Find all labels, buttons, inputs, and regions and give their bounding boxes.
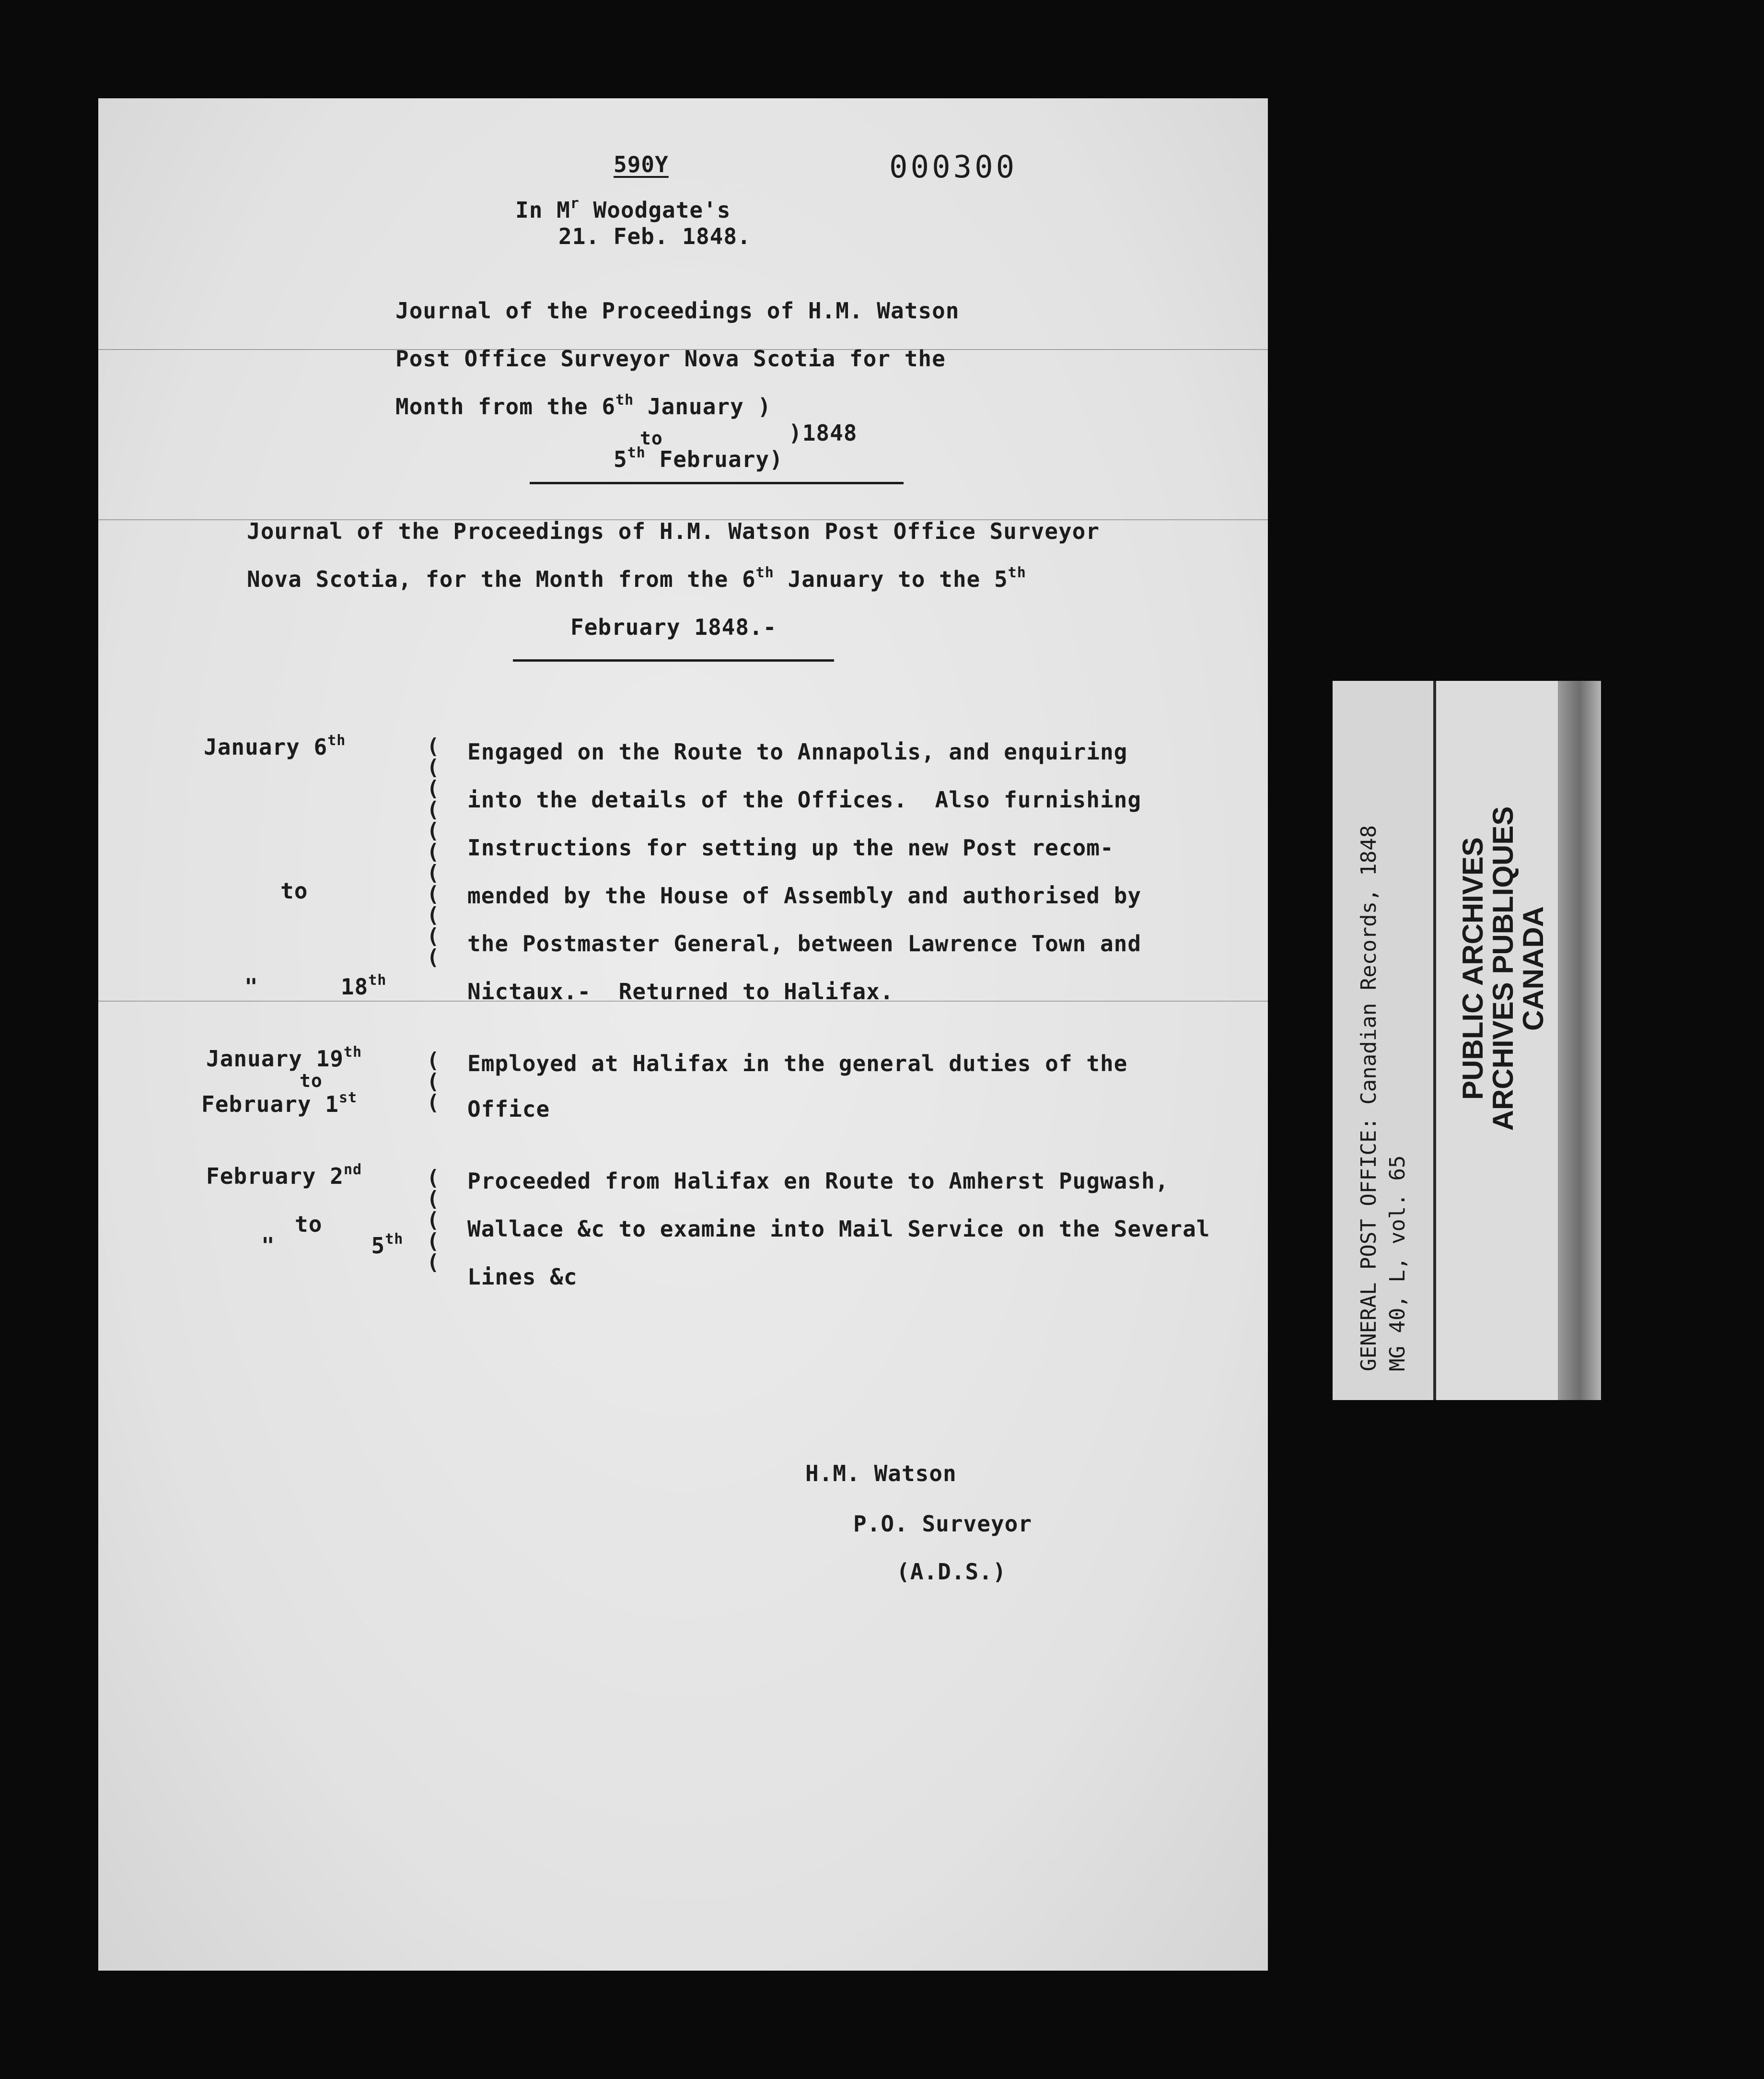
title-line-5: 5th February) [614,444,783,472]
entry-1-brackets: ( ( ( ( ( ( ( ( ( ( ( [427,734,440,969]
archive-label [1333,681,1601,1400]
entry-1-line-6: Nictaux.- Returned to Halifax. [467,979,894,1004]
entry-1-line-4: mended by the House of Assembly and authorised by [467,883,1142,909]
entry-2-brackets: ( ( ( [427,1048,440,1115]
entry-3-date-to: to [295,1211,323,1237]
entry-2-date-start: January 19th [206,1044,362,1072]
document-page [98,98,1268,1971]
subtitle-line-3: February 1848.- [570,614,777,640]
title-line-1: Journal of the Proceedings of H.M. Watson [395,298,960,324]
entry-3-brackets: ( ( ( ( ( [427,1166,440,1274]
entry-2-line-1: Employed at Halifax in the general duties of the [467,1051,1128,1076]
note-line-2: 21. Feb. 1848. [558,223,751,249]
entry-3-line-1: Proceeded from Halifax en Route to Amherst Pugwash, [467,1168,1169,1194]
entry-3-line-3: Lines &c [467,1264,578,1290]
entry-3-date-start: February 2nd [206,1161,362,1189]
title-line-3: Month from the 6th January ) [395,392,772,420]
file-number: 590Y [614,152,669,177]
title-line-4-year: )1848 [789,420,858,446]
series-line-2: MG 40, L, vol. 65 [1385,1155,1410,1371]
signature-note: (A.D.S.) [896,1559,1007,1585]
entry-3-date-end: " 5th [261,1231,404,1259]
stamp-number: 000300 [889,150,1018,185]
entry-1-line-2: into the details of the Offices. Also furnishing [467,787,1142,813]
entry-1-line-3: Instructions for setting up the new Post recom- [467,835,1114,861]
title-line-4-to: to [640,428,663,449]
scan-line [98,1001,1268,1002]
scan-line [98,349,1268,350]
signature-name: H.M. Watson [805,1460,957,1486]
label-band [1558,681,1601,1400]
signature-title: P.O. Surveyor [853,1511,1033,1537]
subtitle-rule [513,659,834,662]
subtitle-line-2: Nova Scotia, for the Month from the 6th January to the 5th [247,564,1026,592]
scan-line [98,519,1268,520]
archive-stamp: PUBLIC ARCHIVES ARCHIVES PUBLIQUES CANADA [1457,806,1549,1131]
series-label-strip [1333,681,1436,1400]
entry-2-line-2: Office [467,1096,550,1122]
entry-1-date-start: January 6th [204,732,346,760]
title-rule [530,482,904,484]
entry-1-date-end: " 18th [244,972,387,1000]
entry-1-line-5: the Postmaster General, between Lawrence Town and [467,931,1142,957]
title-line-2: Post Office Surveyor Nova Scotia for the [395,346,946,372]
series-line-1: GENERAL POST OFFICE: Canadian Records, 1848 [1357,825,1381,1371]
entry-1-date-to: to [280,878,308,904]
entry-2-date-to: to [300,1070,323,1091]
entry-2-date-end: February 1st [201,1089,358,1117]
note-line-1: In $M^r$ Woodgate's [515,195,731,223]
entry-3-line-2: Wallace &c to examine into Mail Service on the Several [467,1216,1210,1242]
stamp-label-strip [1436,681,1601,1400]
entry-1-line-1: Engaged on the Route to Annapolis, and enquiring [467,739,1128,765]
subtitle-line-1: Journal of the Proceedings of H.M. Watson Post Office Surveyor [247,518,1100,544]
